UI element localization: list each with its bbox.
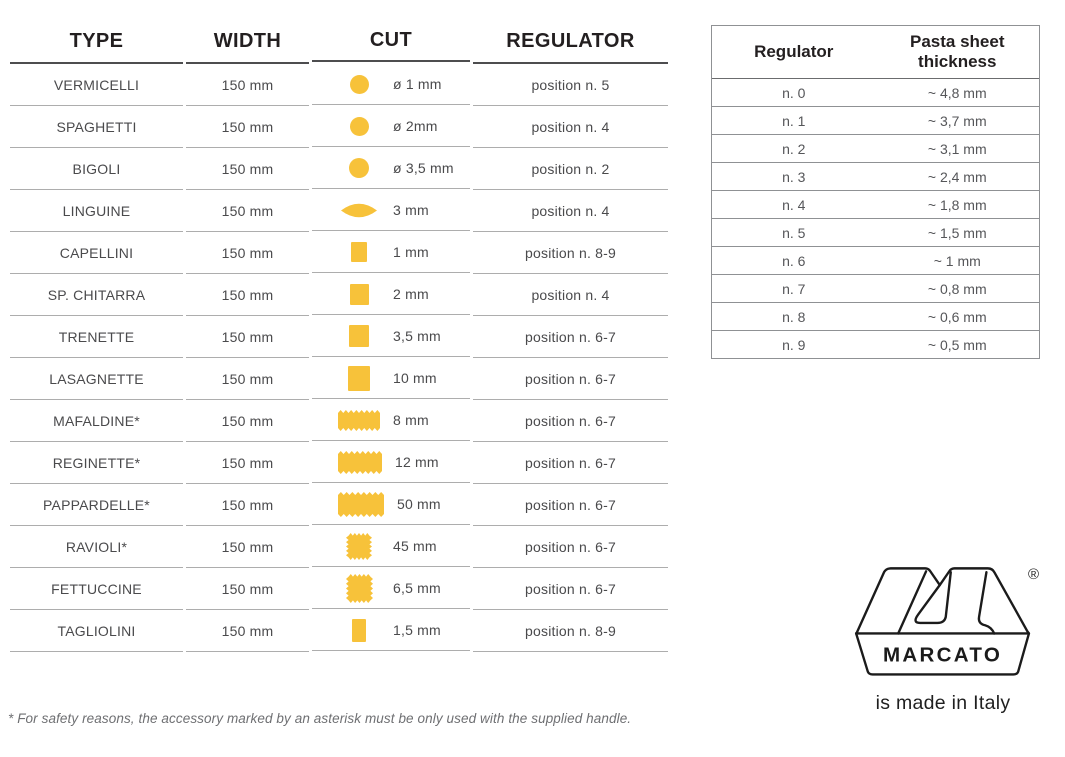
regulator-position: position n. 6-7 bbox=[473, 484, 668, 526]
table-row bbox=[10, 568, 668, 610]
sheet-thickness: ~ 3,7 mm bbox=[876, 107, 1040, 135]
regulator-position: position n. 5 bbox=[473, 64, 668, 106]
wavy-ribbon-cut-icon bbox=[338, 410, 380, 431]
table-row bbox=[10, 484, 668, 526]
pasta-type: REGINETTE* bbox=[10, 442, 183, 484]
table-row bbox=[10, 358, 668, 400]
regulator-position: position n. 6-7 bbox=[473, 442, 668, 484]
sheet-thickness: ~ 1 mm bbox=[876, 247, 1040, 275]
regulator-table-header-row bbox=[712, 26, 1039, 79]
pasta-type: SPAGHETTI bbox=[10, 106, 183, 148]
table-row bbox=[712, 247, 1039, 275]
cut-size: 10 mm bbox=[393, 370, 437, 386]
pasta-type: VERMICELLI bbox=[10, 64, 183, 106]
pasta-cut-cell bbox=[312, 106, 470, 147]
pasta-cut-cell bbox=[312, 526, 470, 567]
regulator-number: n. 0 bbox=[712, 79, 876, 107]
pasta-type: FETTUCCINE bbox=[10, 568, 183, 610]
table-row bbox=[10, 232, 668, 274]
pasta-cut-cell bbox=[312, 64, 470, 105]
regulator-number: n. 3 bbox=[712, 163, 876, 191]
logo-tagline: is made in Italy bbox=[875, 692, 1011, 714]
pasta-width: 150 mm bbox=[186, 274, 309, 316]
pasta-type: TRENETTE bbox=[10, 316, 183, 358]
cut-size: ø 3,5 mm bbox=[393, 160, 454, 176]
marcato-logo bbox=[845, 556, 1041, 715]
pasta-width: 150 mm bbox=[186, 316, 309, 358]
cut-table-body bbox=[10, 64, 668, 652]
regulator-position: position n. 2 bbox=[473, 148, 668, 190]
regulator-table-body bbox=[712, 79, 1039, 358]
cut-table bbox=[10, 20, 668, 652]
pasta-width: 150 mm bbox=[186, 442, 309, 484]
regulator-position: position n. 6-7 bbox=[473, 568, 668, 610]
table-row bbox=[712, 219, 1039, 247]
regulator-thickness-table bbox=[711, 25, 1040, 359]
round-cut-icon bbox=[338, 117, 380, 136]
cut-size: 50 mm bbox=[397, 496, 441, 512]
cut-size: 8 mm bbox=[393, 412, 429, 428]
table-row bbox=[712, 107, 1039, 135]
pasta-cut-cell bbox=[312, 232, 470, 273]
square-cut-icon bbox=[338, 366, 380, 391]
table-row bbox=[10, 190, 668, 232]
pasta-type: LINGUINE bbox=[10, 190, 183, 232]
regulator-position: position n. 6-7 bbox=[473, 526, 668, 568]
regulator-position: position n. 6-7 bbox=[473, 358, 668, 400]
regulator-position: position n. 4 bbox=[473, 274, 668, 316]
zigzag-stamp-cut-icon bbox=[338, 574, 380, 603]
safety-footnote: * For safety reasons, the accessory marked by an asterisk must be only used with the supplied handle. bbox=[8, 711, 632, 726]
cut-size: ø 1 mm bbox=[393, 76, 442, 92]
pasta-width: 150 mm bbox=[186, 400, 309, 442]
sheet-thickness: ~ 1,8 mm bbox=[876, 191, 1040, 219]
pasta-cut-cell bbox=[312, 484, 470, 525]
regulator-position: position n. 4 bbox=[473, 106, 668, 148]
table-row bbox=[10, 148, 668, 190]
cut-size: 1,5 mm bbox=[393, 622, 441, 638]
regulator-number: n. 7 bbox=[712, 275, 876, 303]
pasta-cut-cell bbox=[312, 358, 470, 399]
zigzag-stamp-cut-icon bbox=[338, 533, 380, 560]
wavy-ribbon-cut-icon bbox=[338, 451, 382, 474]
sheet-thickness: ~ 0,6 mm bbox=[876, 303, 1040, 331]
cut-size: 6,5 mm bbox=[393, 580, 441, 596]
table-row bbox=[10, 610, 668, 652]
regulator-number: n. 8 bbox=[712, 303, 876, 331]
pasta-type: RAVIOLI* bbox=[10, 526, 183, 568]
pasta-type: LASAGNETTE bbox=[10, 358, 183, 400]
pasta-width: 150 mm bbox=[186, 610, 309, 652]
regulator-position: position n. 8-9 bbox=[473, 232, 668, 274]
table-row bbox=[712, 303, 1039, 331]
table-row bbox=[712, 275, 1039, 303]
round-cut-icon bbox=[338, 158, 380, 178]
pasta-cut-cell bbox=[312, 148, 470, 189]
regulator-position: position n. 6-7 bbox=[473, 400, 668, 442]
pasta-cut-cell bbox=[312, 274, 470, 315]
pasta-type: PAPPARDELLE* bbox=[10, 484, 183, 526]
pasta-width: 150 mm bbox=[186, 106, 309, 148]
regulator-number: n. 1 bbox=[712, 107, 876, 135]
regulator-position: position n. 8-9 bbox=[473, 610, 668, 652]
table-row bbox=[712, 135, 1039, 163]
regulator-number: n. 6 bbox=[712, 247, 876, 275]
column-header-thickness-label: Pasta sheet thickness bbox=[910, 32, 1005, 71]
pasta-width: 150 mm bbox=[186, 484, 309, 526]
cut-size: 12 mm bbox=[395, 454, 439, 470]
pasta-type: MAFALDINE* bbox=[10, 400, 183, 442]
column-header-type: TYPE bbox=[10, 20, 183, 64]
pasta-cut-cell bbox=[312, 610, 470, 651]
regulator-number: n. 4 bbox=[712, 191, 876, 219]
table-row bbox=[712, 79, 1039, 107]
cut-size: 2 mm bbox=[393, 286, 429, 302]
cut-size: 45 mm bbox=[393, 538, 437, 554]
cut-size: 3,5 mm bbox=[393, 328, 441, 344]
pasta-type: BIGOLI bbox=[10, 148, 183, 190]
column-header-width: WIDTH bbox=[186, 20, 309, 64]
square-cut-icon bbox=[338, 325, 380, 347]
pasta-cut-cell bbox=[312, 442, 470, 483]
pasta-type: SP. CHITARRA bbox=[10, 274, 183, 316]
pasta-width: 150 mm bbox=[186, 568, 309, 610]
pasta-cut-cell bbox=[312, 316, 470, 357]
regulator-number: n. 2 bbox=[712, 135, 876, 163]
cut-size: 3 mm bbox=[393, 202, 429, 218]
pasta-width: 150 mm bbox=[186, 64, 309, 106]
sheet-thickness: ~ 3,1 mm bbox=[876, 135, 1040, 163]
pasta-type: CAPELLINI bbox=[10, 232, 183, 274]
pasta-width: 150 mm bbox=[186, 358, 309, 400]
pasta-width: 150 mm bbox=[186, 232, 309, 274]
pasta-width: 150 mm bbox=[186, 526, 309, 568]
wavy-ribbon-cut-icon bbox=[338, 492, 384, 517]
sheet-thickness: ~ 1,5 mm bbox=[876, 219, 1040, 247]
table-row bbox=[712, 331, 1039, 358]
table-row bbox=[712, 191, 1039, 219]
table-row bbox=[10, 106, 668, 148]
table-row bbox=[10, 64, 668, 106]
table-row bbox=[712, 163, 1039, 191]
lens-cut-icon bbox=[338, 203, 380, 218]
cut-table-header-row bbox=[10, 20, 668, 64]
regulator-number: n. 9 bbox=[782, 336, 806, 353]
regulator-number: n. 5 bbox=[712, 219, 876, 247]
regulator-position: position n. 4 bbox=[473, 190, 668, 232]
pasta-width: 150 mm bbox=[186, 148, 309, 190]
pasta-width: 150 mm bbox=[186, 190, 309, 232]
table-row bbox=[10, 274, 668, 316]
table-row bbox=[10, 442, 668, 484]
square-cut-icon bbox=[338, 284, 380, 305]
registered-trademark-icon: ® bbox=[1027, 566, 1039, 583]
column-header-thickness bbox=[876, 26, 1040, 79]
table-row bbox=[10, 526, 668, 568]
marcato-logo-mark bbox=[847, 556, 1039, 689]
pasta-cut-cell bbox=[312, 568, 470, 609]
pasta-cut-cell bbox=[312, 190, 470, 231]
cut-size: ø 2mm bbox=[393, 118, 438, 134]
sheet-thickness: ~ 2,4 mm bbox=[876, 163, 1040, 191]
round-cut-icon bbox=[338, 75, 380, 94]
cut-size: 1 mm bbox=[393, 244, 429, 260]
marcato-wordmark: MARCATO bbox=[882, 643, 1003, 667]
sheet-thickness: ~ 0,5 mm bbox=[927, 336, 987, 353]
column-header-regulator: REGULATOR bbox=[473, 20, 668, 64]
column-header-cut: CUT bbox=[312, 20, 470, 62]
table-row bbox=[10, 316, 668, 358]
sheet-thickness: ~ 0,8 mm bbox=[876, 275, 1040, 303]
square-cut-icon bbox=[338, 619, 380, 642]
column-header-regulator: Regulator bbox=[712, 26, 876, 79]
regulator-position: position n. 6-7 bbox=[473, 316, 668, 358]
pasta-cut-cell bbox=[312, 400, 470, 441]
square-cut-icon bbox=[338, 242, 380, 262]
table-row bbox=[10, 400, 668, 442]
sheet-thickness: ~ 4,8 mm bbox=[876, 79, 1040, 107]
pasta-type: TAGLIOLINI bbox=[10, 610, 183, 652]
